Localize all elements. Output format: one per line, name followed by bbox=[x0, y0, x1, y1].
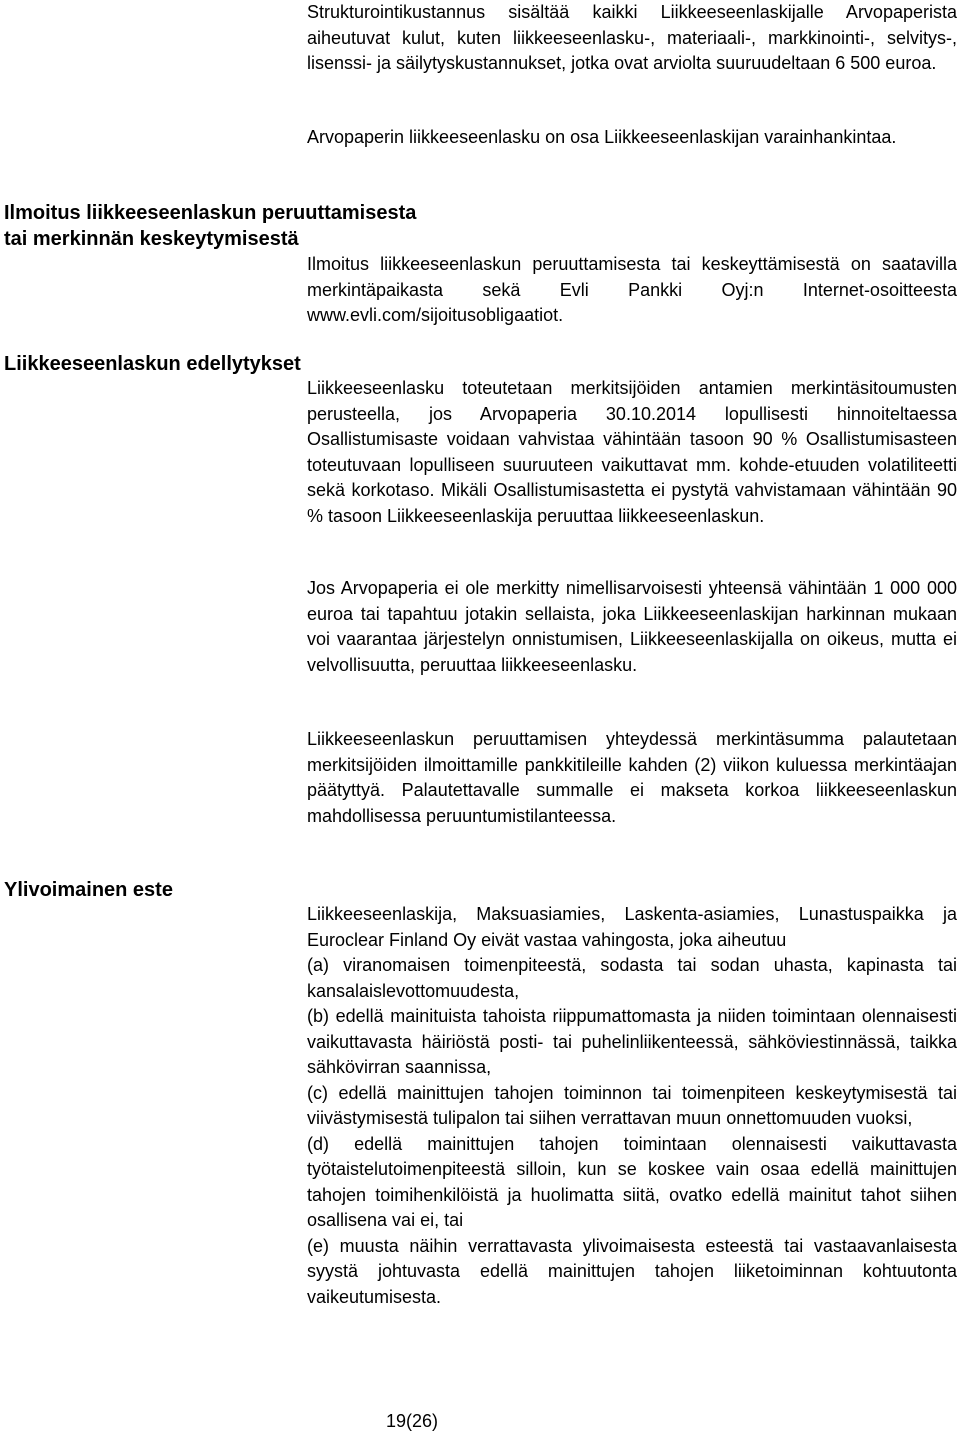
heading-edellytykset: Liikkeeseenlaskun edellytykset bbox=[4, 353, 301, 375]
heading-peruuttaminen: Ilmoitus liikkeeseenlaskun peruuttamisesta tai merkinnän keskeytymisestä bbox=[4, 202, 417, 250]
page-number: 19(26) bbox=[386, 1411, 439, 1431]
paragraph-ylivoimainen-este: Liikkeeseenlaskija, Maksuasiamies, Laskenta-asiamies, Lunastuspaikka ja Euroclear Finland Oy eivät vastaa vahingosta, joka aiheutuu (a) viranomaisen toimenpiteestä, sodasta tai sodan uhasta, kapinasta tai kansalaislevottomuudesta, (b) edellä mainituista tahoista riippumattomasta ja niiden toimintaan olennaisesti vaikuttavasta häiriöstä posti- tai puhelinliikenteessä, sähköviestinnässä, taikka sähkövirran saannissa, (c) edellä mainittujen tahojen toiminnon tai toimenpiteen keskeytymisestä tai viivästymisestä tulipalon tai siihen verrattavan muun onnettomuuden vuoksi, (d) edellä mainittujen tahojen toimintaan olennaisesti vaikuttavasta työtaistelutoimenpiteestä silloin, kun se koskee vain osaa edellä mainittujen tahojen toimihenkilöistä ja huolimatta siitä, ovatko edellä mainitut tahot siihen osallisena vai ei, tai (e) muusta näihin verrattavasta ylivoimaisesta esteestä tai vastaavanlaisesta syystä johtuvasta edellä mainittujen tahojen liiketoiminnan kohtuutonta vaikeutumisesta. bbox=[307, 902, 957, 1310]
list-item-b: (b) edellä mainituista tahoista riippumattomasta ja niiden toimintaan olennaisesti vaikuttavasta häiriöstä posti- tai puhelinliikenteessä, sähköviestinnässä, taikka sähkövirran saannissa, bbox=[307, 1006, 957, 1077]
heading-ylivoimainen-este: Ylivoimainen este bbox=[4, 879, 173, 901]
list-item-c: (c) edellä mainittujen tahojen toiminnon tai toimenpiteen keskeytymisestä tai viivästymisestä tulipalon tai siihen verrattavan muun onnettomuuden vuoksi, bbox=[307, 1082, 957, 1128]
list-item-a: (a) viranomaisen toimenpiteestä, sodasta tai sodan uhasta, kapinasta tai kansalaislevottomuudesta, bbox=[307, 955, 957, 1001]
list-item-e: (e) muusta näihin verrattavasta ylivoimaisesta esteestä tai vastaavanlaisesta syystä johtuvasta edellä mainittujen tahojen liiketoiminnan kohtuutonta vaikeutumisesta. bbox=[307, 1235, 957, 1307]
paragraph-varainhankinta: Arvopaperin liikkeeseenlasku on osa Liikkeeseenlaskijan varainhankintaa. bbox=[307, 127, 897, 147]
list-item-d: (d) edellä mainittujen tahojen toimintaan olennaisesti vaikuttavasta työtaistelutoimenpiteestä silloin, kun se koskee vain osaa edellä mainittujen tahojen toimihenkilöistä ja huolimatta siitä, ovatko edellä mainitut tahot siihen osallisena vai ei, tai bbox=[307, 1133, 957, 1230]
paragraph-palautus: Liikkeeseenlaskun peruuttamisen yhteydessä merkintäsumma palautetaan merkitsijöiden ilmoittamille pankkitileille kahden (2) viikon kuluessa merkintäajan päätyttyä. Palautettavalle summalle ei makseta korkoa liikkeeseenlaskun mahdollisessa peruuntumistilanteessa. bbox=[307, 729, 957, 826]
paragraph-ilmoitus: Ilmoitus liikkeeseenlaskun peruuttamisesta tai keskeyttämisestä on saatavilla merkintäpaikasta sekä Evli Pankki Oyj:n Internet-osoitteesta www.evli.com/sijoitusobligaatiot. bbox=[307, 254, 957, 325]
paragraph-edellytykset: Liikkeeseenlasku toteutetaan merkitsijöiden antamien merkintäsitoumusten perusteella, jos Arvopaperia 30.10.2014 lopullisesti hinnoiteltaessa Osallistumisaste voidaan vahvistaa vähintään tasoon 90 % Osallistumisasteen toteutuvaan lopulliseen suuruuteen vaikuttavat mm. kohde-etuuden volatiliteetti sekä korkotaso. Mikäli Osallistumisastetta ei pystytä vahvistamaan vähintään 90 % tasoon Liikkeeseenlaskija peruuttaa liikkeeseenlaskun. bbox=[307, 378, 957, 526]
paragraph-merkitty: Jos Arvopaperia ei ole merkitty nimellisarvoisesti yhteensä vähintään 1 000 000 euroa tai tapahtuu jotakin sellaista, joka Liikkeeseenlaskijan harkinnan mukaan voi vaarantaa järjestelyn onnistumisen, Liikkeeseenlaskijalla on oikeus, mutta ei velvollisuutta, peruuttaa liikkeeseenlasku. bbox=[307, 578, 957, 675]
paragraph-strukturointikustannus: Strukturointikustannus sisältää kaikki Liikkeeseenlaskijalle Arvopaperista aiheutuvat kulut, kuten liikkeeseenlasku-, materiaali-, markkinointi-, selvitys-, lisenssi- ja säilytyskustannukset, jotka ovat arviolta suuruudeltaan 6 500 euroa. bbox=[307, 2, 957, 73]
